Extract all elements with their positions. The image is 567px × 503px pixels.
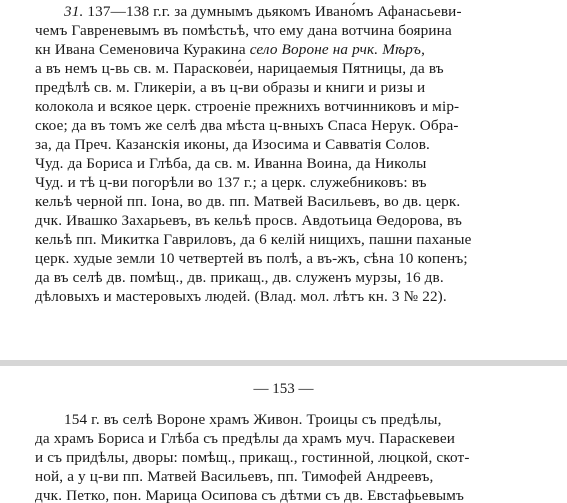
- entry-line-pre: кн Ивана Семеновича Куракина: [35, 41, 250, 58]
- continuation-line-5: дчк. Петко, пон. Марица Осипова съ дѣтми съ дв. Евстафьевымъ: [35, 487, 465, 503]
- entry-line-7: ское; да въ томъ же селѣ два мѣста ц-вныхъ Спаса Нерук. Обра-: [35, 117, 459, 134]
- continuation-line-3: и съ придѣлы, дворы: помѣщ., прикащ., гостинной, люцкой, скот-: [35, 449, 470, 466]
- entry-line-text: 137—138 г.г. за думнымъ дьякомъ Ивано́мъ Афанасьеви-: [83, 3, 462, 20]
- entry-line-13: кельѣ пп. Микитка Гавриловъ, да 6 келiй нищихъ, пашни паханые: [35, 231, 472, 248]
- entry-line-6: колокола и всякое церк. строенiе прежнихъ вотчинниковъ и мiр-: [35, 98, 460, 115]
- entry-line-15: да въ селѣ дв. помѣщ., дв. прикащ., дв. служенъ мурзы, 16 дв.: [35, 269, 444, 286]
- entry-line-2: чемъ Гавреневымъ въ помѣстьѣ, что ему дана вотчина боярина: [35, 22, 452, 39]
- entry-line-12: дчк. Ивашко Захарьевъ, въ кельѣ просв. Авдотьица Өедорова, въ: [35, 212, 462, 229]
- entry-line-9: Чуд. да Бориса и Глѣба, да св. м. Иванна Воина, да Николы: [35, 155, 427, 172]
- entry-line-3: [35, 40, 425, 59]
- entry-line-11: кельѣ черной пп. Iона, во дв. пп. Матвей Васильевъ, во дв. церк.: [35, 193, 461, 210]
- entry-line-5: предѣлѣ св. м. Гликерiи, а въ ц-ви образы и книги и ризы и: [35, 79, 426, 96]
- entry-line-10: Чуд. и тѣ ц-ви погорѣли во 137 г.; а церк. служебниковъ: въ: [35, 174, 427, 191]
- entry-line-16: дѣловыхъ и мастеровыхъ людей. (Влад. мол. лѣтъ кн. 3 № 22).: [35, 288, 447, 305]
- continuation-line-4: ной, а у ц-ви пп. Матвей Васильевъ, пп. Тимофей Андреевъ,: [35, 468, 434, 485]
- entry-line-4: а въ немъ ц-вь св. м. Параскове́и, нарицаемыя Пятницы, да въ: [35, 60, 444, 77]
- continuation-line-2: да храмъ Бориса и Глѣба съ предѣлы да храмъ муч. Параскевеи: [35, 430, 456, 447]
- page-break-divider: [0, 360, 567, 366]
- continuation-line-1: 154 г. въ селѣ Вороне храмъ Живон. Троицы съ предѣлы,: [64, 411, 442, 428]
- entry-number: 31.: [64, 3, 84, 20]
- village-name-italic: село Вороне на рчк. Мѣръ: [249, 41, 422, 58]
- entry-line-14: церк. худые земли 10 четвертей въ полѣ, а въ-жъ, сѣна 10 копенъ;: [35, 250, 468, 267]
- page-number: — 153 —: [253, 381, 314, 397]
- entry-line-post: ,: [421, 41, 426, 58]
- entry-line-8: за, да Преч. Казанскiя иконы, да Изосима и Савватiя Солов.: [35, 136, 430, 153]
- entry-line-1: [64, 2, 462, 21]
